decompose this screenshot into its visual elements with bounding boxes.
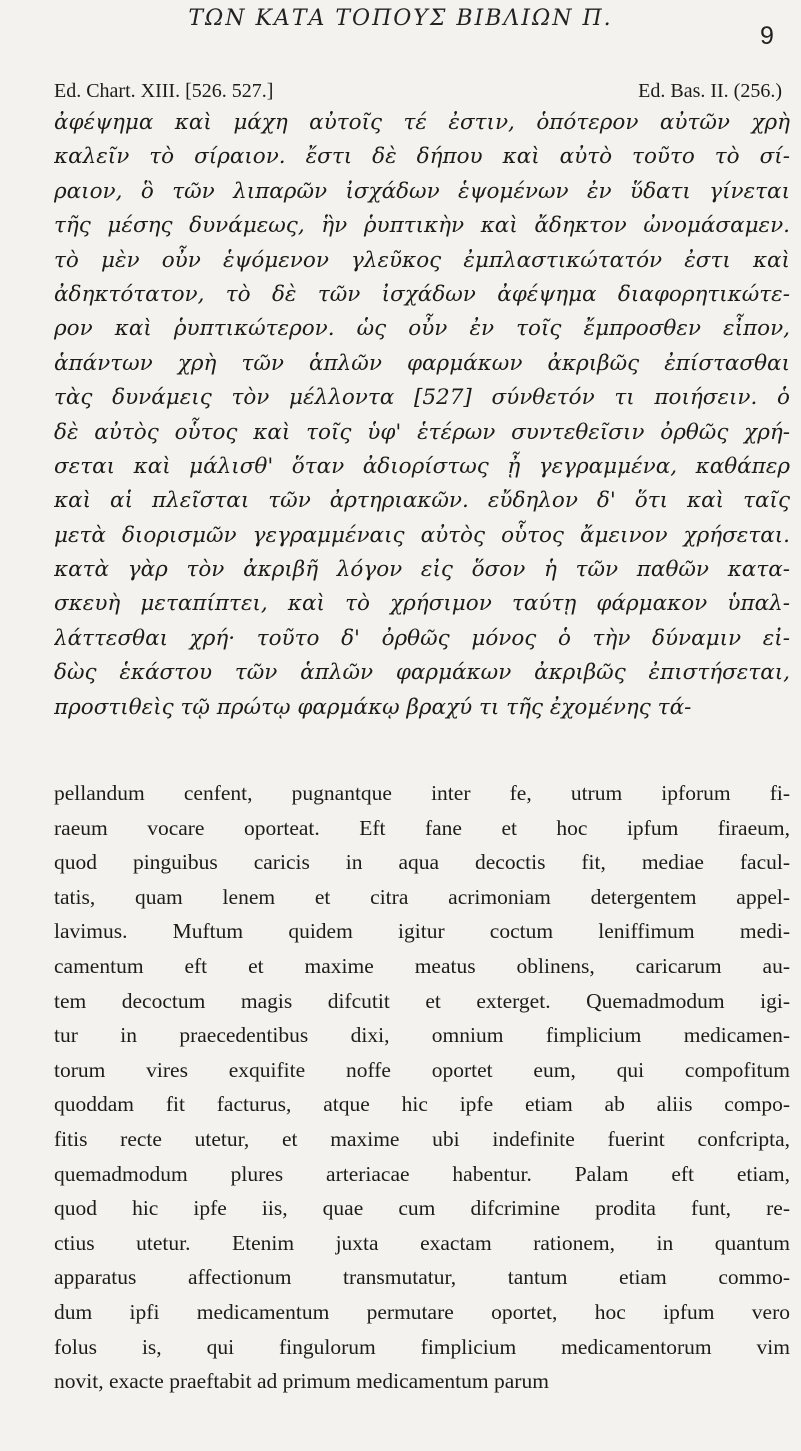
latin-text-line: quemadmodum plures arteriacae habentur. Palam eft etiam,: [54, 1161, 790, 1186]
greek-text-line: μετὰ διορισμῶν γεγραμμέναις αὐτὸς οὗτος ἄμεινον χρήσεται.: [54, 522, 790, 548]
latin-text-line: apparatus affectionum transmutatur, tantum etiam commo-: [54, 1265, 790, 1290]
edition-reference-chartier: Ed. Chart. XIII. [526. 527.]: [54, 80, 274, 102]
latin-text-line: ctius utetur. Etenim juxta exactam rationem, in quantum: [54, 1230, 790, 1255]
edition-reference-basel: Ed. Bas. II. (256.): [638, 80, 782, 102]
greek-text-line: δὼς ἑκάστου τῶν ἁπλῶν φαρμάκων ἀκριβῶς ἐπιστήσεται,: [54, 660, 790, 686]
latin-text-line: pellandum cenfent, pugnantque inter fe, utrum ipforum fi-: [54, 781, 790, 805]
running-head: ΤΩΝ ΚΑΤΑ ΤΟΠΟΥΣ ΒΙΒΛΙΩΝ Π.: [188, 6, 613, 31]
greek-text-line: ραιον, ὃ τῶν λιπαρῶν ἰσχάδων ἑψομένων ἐν ὕδατι γίνεται: [54, 178, 790, 204]
latin-text-line: folus is, qui fingulorum fimplicium medicamentorum vim: [54, 1334, 790, 1359]
latin-text-line: dum ipfi medicamentum permutare oportet, hoc ipfum vero: [54, 1299, 790, 1324]
greek-text-line: τὸ μὲν οὖν ἑψόμενον γλεῦκος ἐμπλαστικώτατόν ἐστι καὶ: [54, 247, 790, 273]
greek-text-line: καλεῖν τὸ σίραιον. ἔστι δὲ δήπου καὶ αὐτὸ τοῦτο τὸ σί-: [54, 144, 790, 170]
greek-text-line: κατὰ γὰρ τὸν ἀκριβῆ λόγον εἰς ὅσον ἡ τῶν παθῶν κατα-: [54, 557, 790, 583]
greek-text-line: ἀδηκτότατον, τὸ δὲ τῶν ἰσχάδων ἀφέψημα διαφορητικώτε-: [54, 281, 790, 307]
greek-text-line: ἁπάντων χρὴ τῶν ἁπλῶν φαρμάκων ἀκριβῶς ἐπίστασθαι: [54, 350, 790, 376]
greek-text-line: δὲ αὐτὸς οὗτος καὶ τοῖς ὑφ' ἑτέρων συντεθεῖσιν ὀρθῶς χρή-: [54, 419, 790, 445]
latin-text-line: quod hic ipfe iis, quae cum difcrimine prodita funt, re-: [54, 1196, 790, 1221]
latin-text-line: quoddam fit facturus, atque hic ipfe etiam ab aliis compo-: [54, 1092, 790, 1117]
greek-text-line: ρον καὶ ῥυπτικώτερον. ὡς οὖν ἐν τοῖς ἔμπροσθεν εἶπον,: [54, 316, 790, 342]
greek-text-line: σεται καὶ μάλισθ' ὅταν ἀδιορίστως ᾖ γεγραμμένα, καθάπερ: [54, 453, 790, 479]
greek-text-block: [54, 106, 790, 725]
greek-text-line: τῆς μέσης δυνάμεως, ἣν ῥυπτικὴν καὶ ἄδηκτον ὠνομάσαμεν.: [54, 213, 790, 239]
latin-text-line: tur in praecedentibus dixi, omnium fimplicium medicamen-: [54, 1023, 790, 1048]
page-number: 9: [760, 22, 774, 50]
greek-text-line: καὶ αἱ πλεῖσται τῶν ἀρτηριακῶν. εὔδηλον δ' ὅτι καὶ ταῖς: [54, 488, 790, 514]
greek-text-line: τὰς δυνάμεις τὸν μέλλοντα [527] σύνθετόν τι ποιήσειν. ὁ: [54, 385, 790, 411]
greek-text-line: λάττεσθαι χρή· τοῦτο δ' ὀρθῶς μόνος ὁ τὴν δύναμιν εἰ-: [54, 625, 790, 651]
latin-text-line: camentum eft et maxime meatus oblinens, caricarum au-: [54, 953, 790, 978]
latin-text-line: tem decoctum magis difcutit et exterget. Quemadmodum igi-: [54, 988, 790, 1013]
latin-text-line: novit, exacte praeftabit ad primum medicamentum parum: [54, 1369, 549, 1394]
greek-text-line: σκευὴ μεταπίπτει, καὶ τὸ χρήσιμον ταύτῃ φάρμακον ὑπαλ-: [54, 591, 790, 617]
greek-text-line: ἀφέψημα καὶ μάχη αὐτοῖς τέ ἐστιν, ὁπότερον αὐτῶν χρὴ: [54, 110, 790, 135]
latin-text-line: lavimus. Muftum quidem igitur coctum leniffimum medi-: [54, 919, 790, 944]
latin-text-line: quod pinguibus caricis in aqua decoctis fit, mediae facul-: [54, 850, 790, 875]
latin-text-line: torum vires exquifite noffe oportet eum, qui compofitum: [54, 1057, 790, 1082]
latin-text-line: fitis recte utetur, et maxime ubi indefinite fuerint confcripta,: [54, 1126, 790, 1151]
latin-text-block: [54, 776, 790, 1399]
greek-text-line: προστιθεὶς τῷ πρώτῳ φαρμάκῳ βραχύ τι τῆς ἐχομένης τά-: [54, 694, 692, 720]
latin-text-line: raeum vocare oporteat. Eft fane et hoc ipfum firaeum,: [54, 815, 790, 840]
latin-text-line: tatis, quam lenem et citra acrimoniam detergentem appel-: [54, 884, 790, 909]
